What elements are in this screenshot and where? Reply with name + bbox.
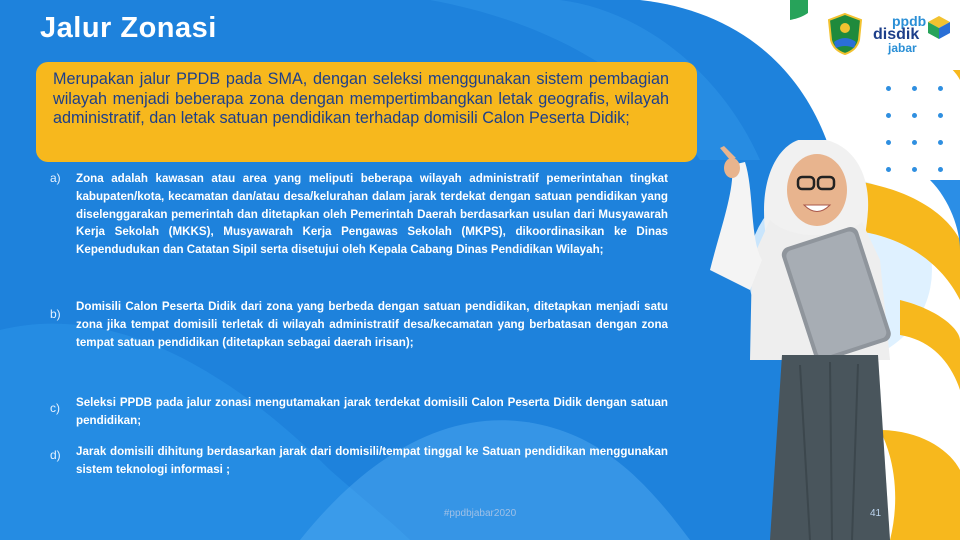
list-item: [50, 170, 670, 270]
footer-hashtag: #ppdbjabar2020: [443, 508, 517, 519]
logo-card: [808, 0, 960, 70]
slide-title: Jalur Zonasi: [40, 12, 217, 44]
list-item: [50, 443, 670, 483]
cube-logo-icon: [926, 14, 952, 40]
list-text: Seleksi PPDB pada jalur zonasi mengutamakan jarak terdekat domisili Calon Peserta Didik dengan satuan pendidikan;: [76, 396, 668, 427]
list-item: [50, 298, 670, 358]
list-item: [50, 394, 670, 434]
list-text: Zona adalah kawasan atau area yang meliputi beberapa wilayah administratif pemerintahan tingkat kabupaten/kota, kecamatan dan/atau desa/kelurahan dalam jarak terdekat dengan satuan pendidikan yang diselenggarakan pemerintah dan ditetapkan oleh Pemerintah Daerah berdasarkan usulan dari Musyawarah Kerja Sekolah (MKKS), Musyawarah Kerja Pengawas Sekolah (MKPS), dikoordinasikan ke Dinas Kependudukan dan Catatan Sipil serta disetujui oleh Kepala Cabang Dinas Pendidikan Wilayah;: [76, 172, 668, 257]
student-illustration: [690, 140, 920, 540]
list-text: Jarak domisili dihitung berdasarkan jarak dari domisili/tempat tinggal ke Satuan pendidikan menggunakan sistem teknologi informasi ;: [76, 445, 668, 476]
list-marker: a): [50, 171, 61, 185]
logo-text-ppdb: ppdb: [892, 13, 927, 29]
definition-callout: Merupakan jalur PPDB pada SMA, dengan seleksi menggunakan sistem pembagian wilayah menjadi beberapa zona dengan mempertimbangkan letak geografis, wilayah administratif, dan letak satuan pendidikan terhadap domisili Calon Peserta Didik;: [36, 62, 697, 162]
list-text: Domisili Calon Peserta Didik dari zona yang berbeda dengan satuan pendidikan, ditetapkan menjadi satu zona jika tempat domisili terletak di wilayah administratif desa/kecamatan yang berbatasan dengan zona tempat satuan pendidikan (ditetapkan sebagai daerah irisan);: [76, 300, 668, 349]
page-number: 41: [870, 508, 882, 519]
logo-text-disdik: disdik: [873, 26, 920, 43]
list-marker: d): [50, 448, 61, 462]
list-marker: b): [50, 307, 61, 321]
list-marker: c): [50, 401, 60, 415]
jabar-crest-icon: [826, 12, 864, 56]
logo-text-jabar: jabar: [888, 41, 917, 55]
